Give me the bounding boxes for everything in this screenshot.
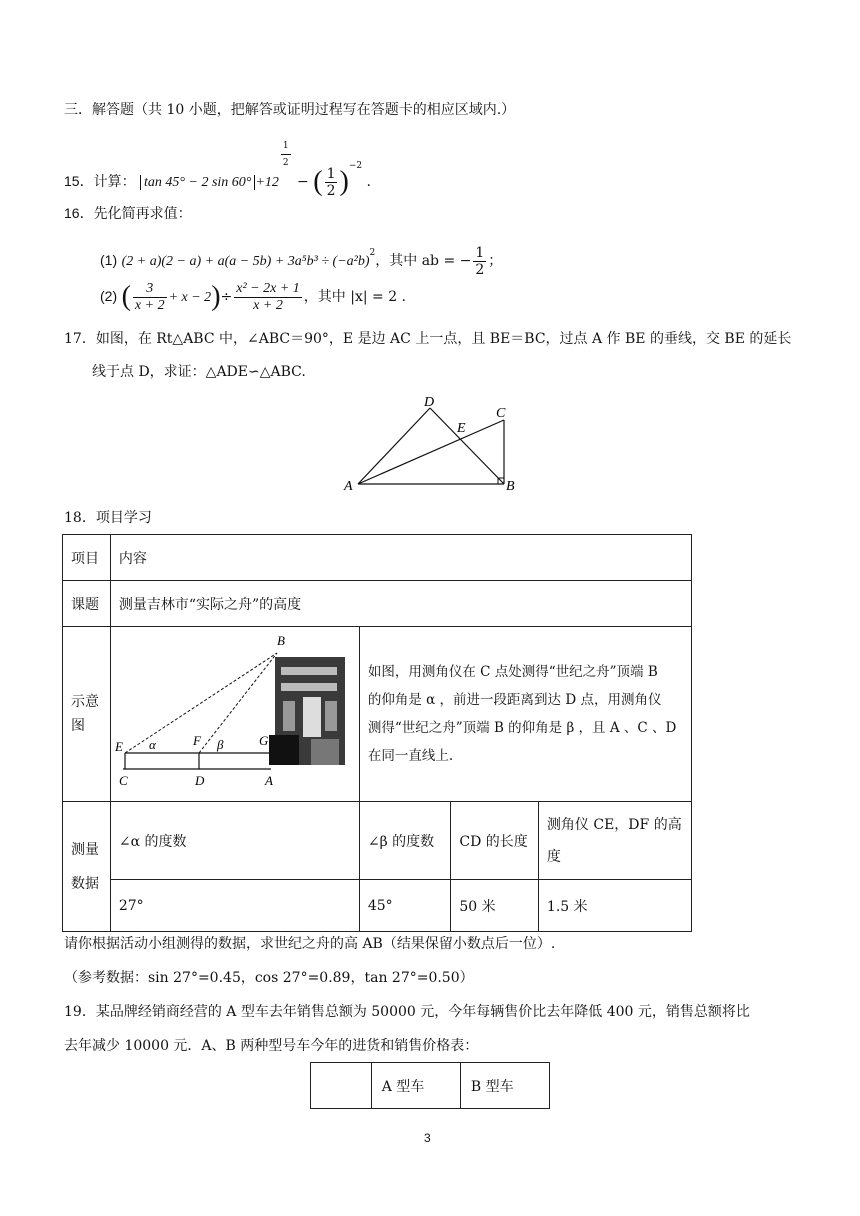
q15-number: 15． [64,173,94,189]
question-17-line1: 17．如图，在 Rt△ABC 中，∠ABC＝90°，E 是边 AC 上一点，且 BE＝BC，过点 A 作 BE 的垂线，交 BE 的延长 [64,331,792,347]
col-alpha: ∠α 的度数 [110,802,359,880]
fig-label-alpha: α [148,737,156,752]
row-topic-value: 测量吉林市“实际之舟”的高度 [110,581,691,627]
val-beta: 45° [359,880,451,932]
question-16-part2: (2) ( $\frac{3}{x + 2}$ + x − 2)÷ $\frac{\text{x² − 2x + 1}}{x + 2}$ ，其中 |x| = 2 . [100,280,406,313]
q16-p1-expr: (2 + a)(2 − a) + a(a − 5b) + 3a⁵b³ ÷ (−a²b) [121,254,370,269]
question-18-after-2: （参考数据：sin 27°=0.45，cos 27°=0.89，tan 27°=0.50） [64,970,474,986]
header-item: 项目 [63,535,111,581]
q16-p2-fraction-2: $\frac{\text{x² − 2x + 1}}{x + 2}$ [236,280,300,313]
header-content: 内容 [110,535,691,581]
page-number: 3 [424,1131,431,1145]
fig-label-a: A [264,773,273,788]
fig-label-c: C [118,773,128,788]
segment-ad [358,408,430,484]
col-cd: CD 的长度 [451,802,539,880]
label-a: A [344,479,353,494]
fig-label-e: E [114,739,123,754]
val-alpha: 27° [110,880,359,932]
car-price-table [310,1062,550,1109]
val-cd: 50 米 [451,880,539,932]
fig-label-f: F [192,733,201,748]
fig-label-g: G [258,733,269,748]
car-table-corner [311,1063,372,1109]
q15-minus: − [297,174,309,190]
q15-exponent: $\frac{1}{2}$ [281,138,291,171]
q16-p2-label: (2) [100,288,118,304]
q16-p2-cond: ，其中 |x| = 2 . [303,289,406,305]
row-data-label: 测量数据 [63,802,111,932]
fig-label-b: B [276,633,285,648]
label-c: C [496,406,506,421]
row-diagram-label: 示意图 [63,627,111,802]
q15-lead: 计算： [93,174,136,190]
q16-p1-fraction: $\frac{1}{2}$ [475,244,485,278]
row-topic-label: 课题 [63,581,111,627]
col-beta: ∠β 的度数 [359,802,451,880]
diagram-description: 如图，用测角仪在 C 点处测得“世纪之舟”顶端 B 的仰角是 α ，前进一段距离到达 D 点，用测角仪 测得“世纪之舟”顶端 B 的仰角是 β ，且 A 、C 、D 在同一直线上. [359,627,691,802]
q15-end: . [366,174,371,190]
question-18-after-1: 请你根据活动小组测得的数据，求世纪之舟的高 AB（结果保留小数点后一位）. [64,936,556,952]
label-b: B [506,479,515,494]
car-col-b: B 型车 [460,1063,549,1109]
col-height: 测角仪 CE，DF 的高度 [538,802,691,880]
q15-fraction: $\frac{1}{2}$ [326,165,336,199]
measurement-diagram [111,627,359,797]
question-19-line2: 去年减少 10000 元．A、B 两种型号车今年的进货和销售价格表： [64,1038,479,1054]
q15-outer-exponent: −2 [348,161,363,171]
q15-term: +12 [255,175,279,190]
section-heading: 三．解答题（共 10 小题，把解答或证明过程写在答题卡的相应区域内.） [64,102,516,118]
segment-db [430,408,504,484]
segment-ac [358,420,504,484]
question-16-lead: 16．先化简再求值： [64,205,192,222]
q16-p1-label: (1) [100,252,118,268]
question-19-line1: 19．某品牌经销商经营的 A 型车去年销售总额为 50000 元，今年每辆售价比去年降低 400 元，销售总额将比 [64,1004,750,1020]
label-e: E [457,421,466,436]
question-18-title: 18．项目学习 [64,510,152,526]
question-17-line2: 线于点 D，求证：△ADE∽△ABC. [92,364,306,380]
fig-label-d: D [194,773,205,788]
project-table [62,534,692,932]
q16-p2-fraction-1: $\frac{3}{x + 2}$ [134,280,165,313]
diagram-cell [110,627,359,802]
triangle-figure [330,392,530,496]
question-16-part1: (1) $(2 + a)(2 - a) + a(a - 5b) + 3a^5b^3 \div (-a^2b)^2$，其中 ab = − $\frac{1}{2}$ ； [100,244,503,278]
question-15: 15．计算： tan 45° − 2 sin 60° +12 $\frac{1}{2}$ − ( $\frac{1}{2}$ )$^{-2}$ . [64,146,371,186]
label-d: D [424,395,435,410]
q15-abs-expr: tan 45° − 2 sin 60° [140,175,255,190]
q16-p1-cond: ，其中 ab = − [375,253,472,269]
val-height: 1.5 米 [538,880,691,932]
car-col-a: A 型车 [371,1063,460,1109]
fig-label-beta: β [216,737,224,752]
